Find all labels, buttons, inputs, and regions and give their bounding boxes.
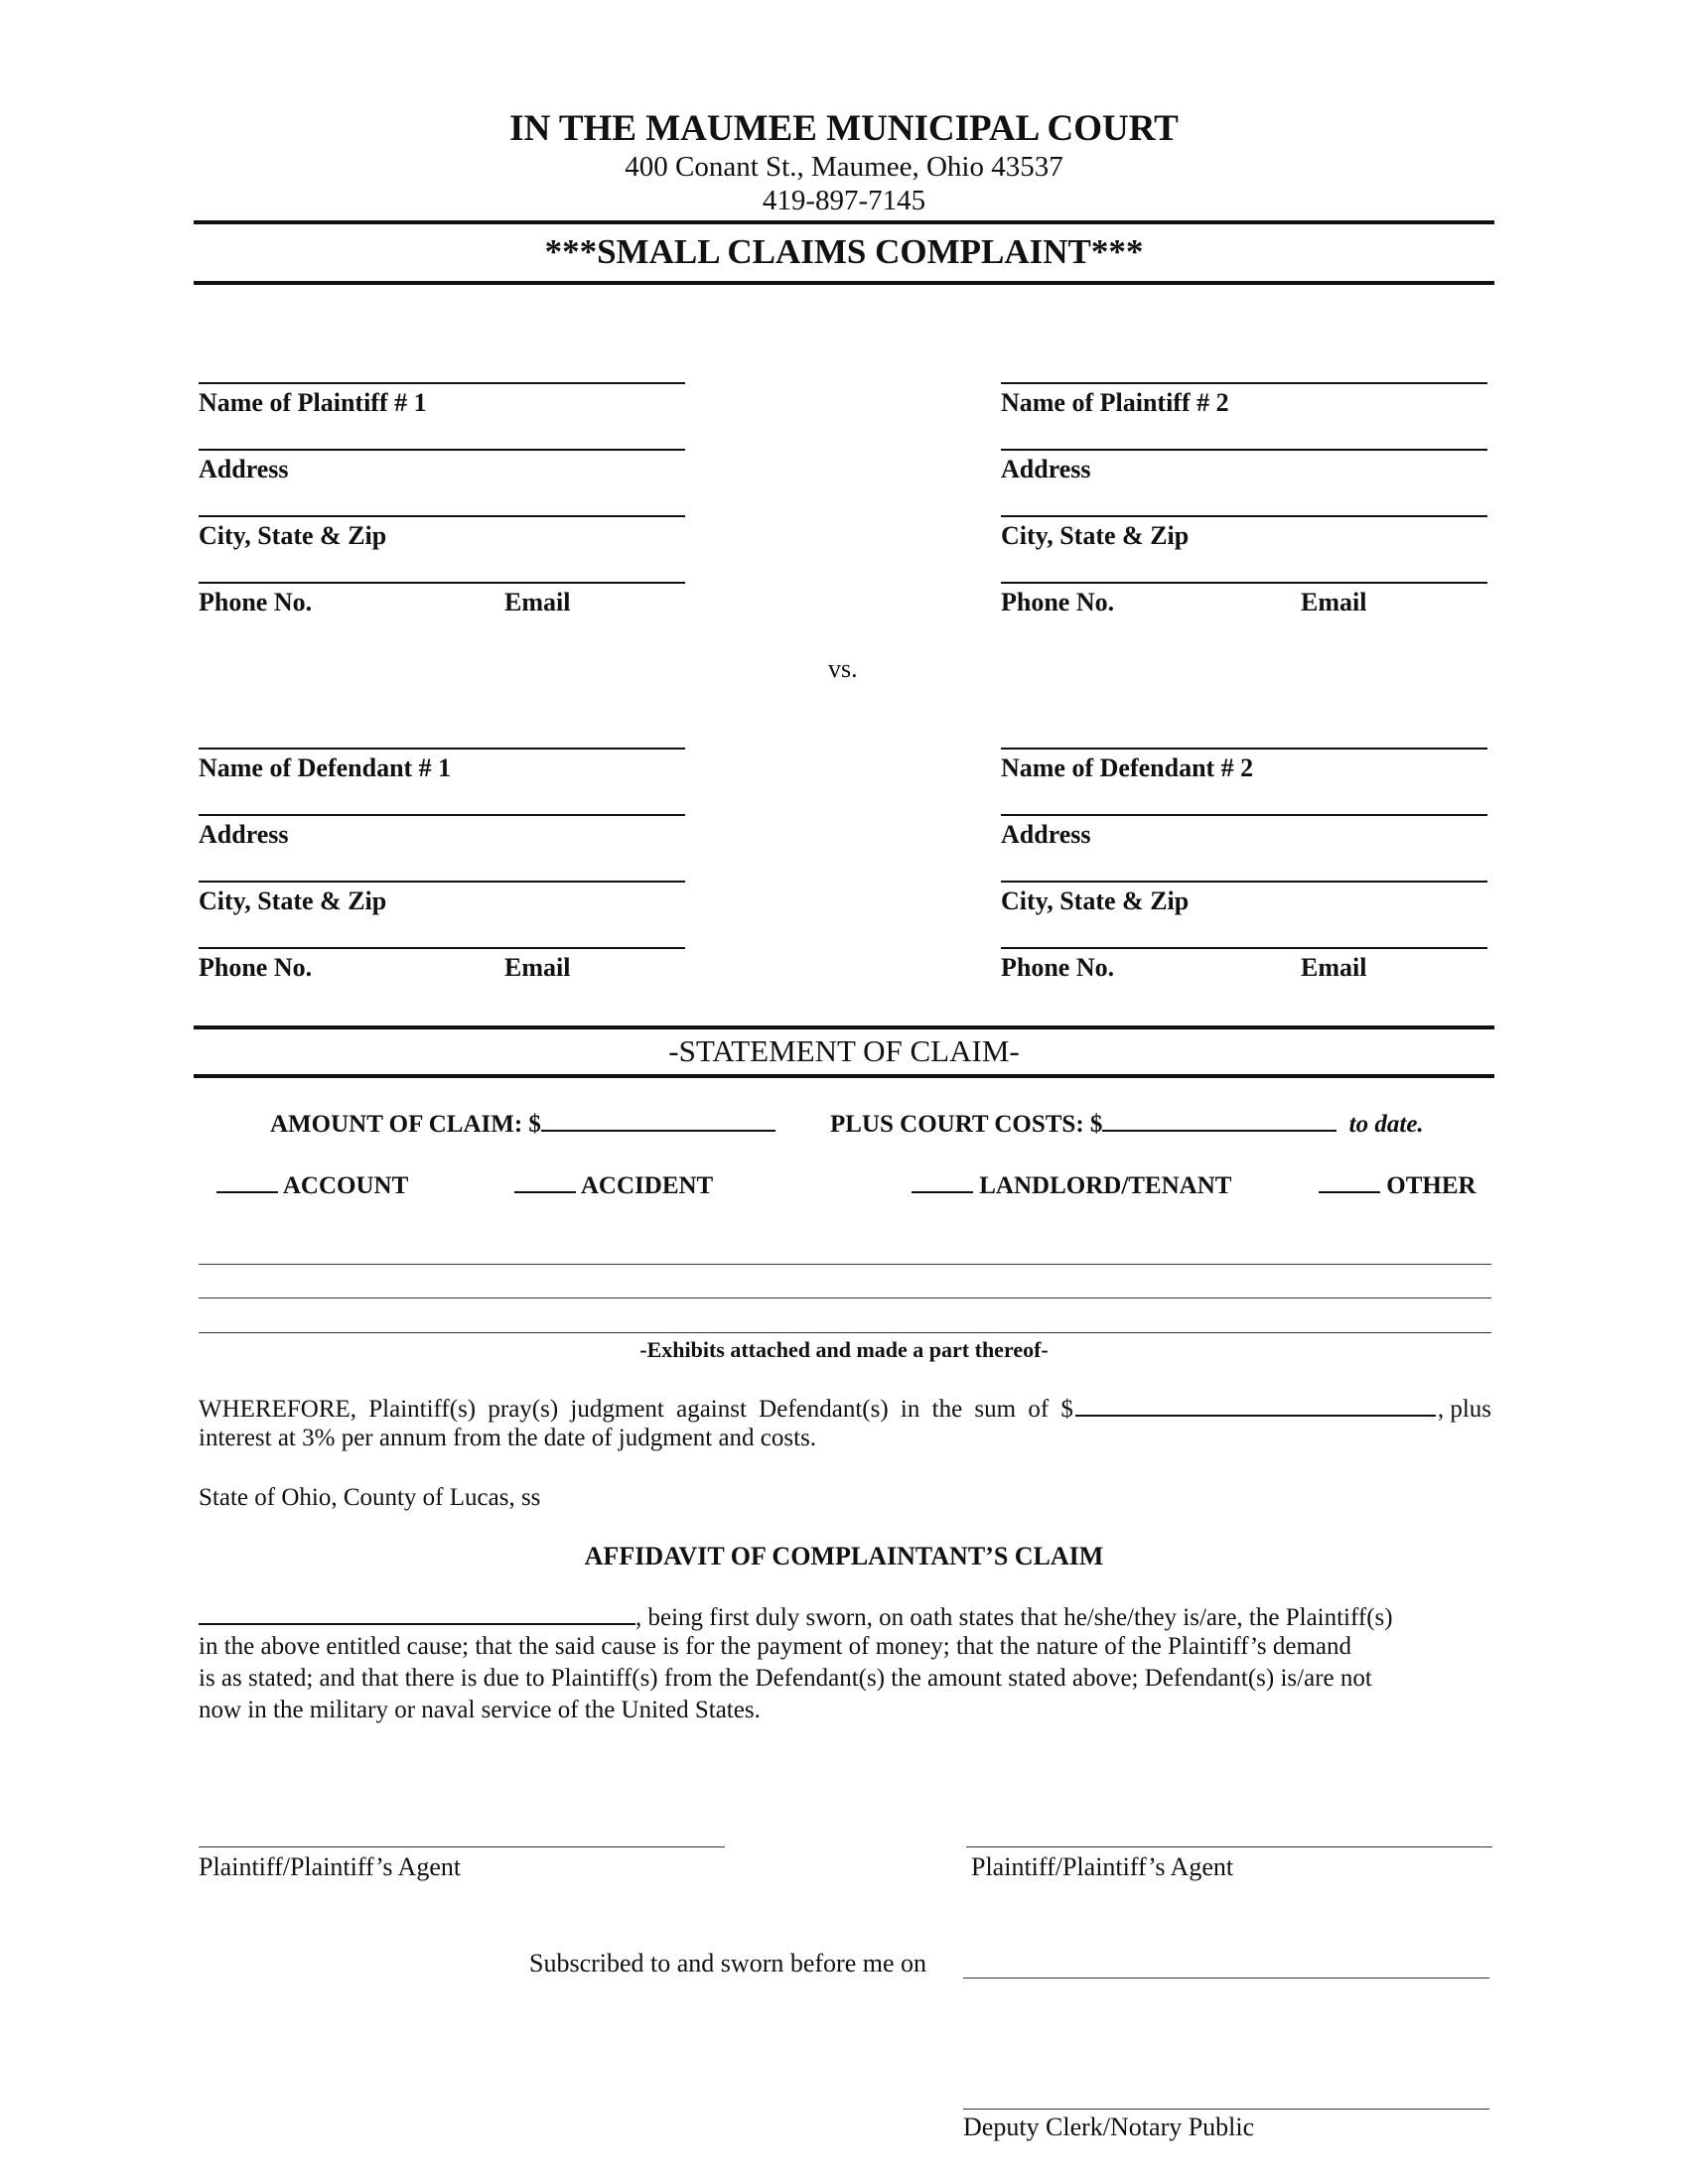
wherefore-line-1 xyxy=(199,1393,1491,1424)
sworn-label: Subscribed to and sworn before me on xyxy=(529,1949,927,1978)
plaintiff-2-city-line[interactable] xyxy=(1001,515,1487,517)
amount-of-claim xyxy=(270,1108,775,1139)
other-check-field[interactable] xyxy=(1319,1169,1380,1193)
landlord-tenant-check-field[interactable] xyxy=(912,1169,973,1193)
plaintiff-2-name-line[interactable] xyxy=(1001,382,1487,384)
versus-label: vs. xyxy=(828,654,858,683)
defendant-1-phone-email-line[interactable] xyxy=(199,947,685,949)
defendant-1-address-line[interactable] xyxy=(199,814,685,816)
court-costs-label: PLUS COURT COSTS: $ xyxy=(830,1111,1103,1138)
affidavit-line-1-text: , being first duly sworn, on oath states that he/she/they is/are, the Plaintiff(s) xyxy=(635,1604,1393,1631)
account-label: ACCOUNT xyxy=(282,1172,409,1199)
form-title: ***SMALL CLAIMS COMPLAINT*** xyxy=(544,232,1144,271)
plaintiff-2-phone-label: Phone No. xyxy=(1001,588,1115,616)
plaintiff-2-address-label: Address xyxy=(1001,455,1091,483)
plaintiff-2-city-label: City, State & Zip xyxy=(1001,521,1190,550)
plaintiff-1-city-label: City, State & Zip xyxy=(199,521,387,550)
judgment-sum-field[interactable] xyxy=(1075,1393,1436,1417)
affidavit-line-4: now in the military or naval service of the United States. xyxy=(199,1697,761,1723)
defendant-2-address-line[interactable] xyxy=(1001,814,1487,816)
defendant-1-city-line[interactable] xyxy=(199,881,685,883)
statement-title: -STATEMENT OF CLAIM- xyxy=(668,1033,1020,1068)
affiant-name-field[interactable] xyxy=(199,1601,635,1625)
amount-of-claim-label: AMOUNT OF CLAIM: $ xyxy=(270,1111,541,1138)
statement-rule-bottom xyxy=(194,1074,1494,1078)
plaintiff-1-city-line[interactable] xyxy=(199,515,685,517)
plaintiff-signature-line-right[interactable] xyxy=(966,1846,1492,1847)
state-county-line: State of Ohio, County of Lucas, ss xyxy=(199,1484,541,1511)
court-costs-field[interactable] xyxy=(1102,1108,1336,1132)
plaintiff-2-email-label: Email xyxy=(1301,588,1367,616)
amount-of-claim-field[interactable] xyxy=(541,1108,775,1132)
exhibits-note: -Exhibits attached and made a part thereof- xyxy=(639,1337,1049,1362)
defendant-1-address-label: Address xyxy=(199,820,289,849)
plaintiff-2-phone-email-line[interactable] xyxy=(1001,582,1487,584)
plaintiff-signature-label-left: Plaintiff/Plaintiff’s Agent xyxy=(199,1852,462,1881)
defendant-1-city-label: City, State & Zip xyxy=(199,887,387,915)
claim-description-line-3[interactable] xyxy=(199,1332,1491,1333)
plaintiff-1-address-label: Address xyxy=(199,455,289,483)
sworn-date-line[interactable] xyxy=(963,1978,1489,1979)
plaintiff-signature-line-left[interactable] xyxy=(199,1846,725,1847)
plaintiff-2-name-label: Name of Plaintiff # 2 xyxy=(1001,388,1229,417)
claim-type-accident xyxy=(514,1169,713,1200)
clerk-signature-label: Deputy Clerk/Notary Public xyxy=(963,2113,1255,2141)
defendant-1-name-line[interactable] xyxy=(199,748,685,750)
defendant-1-name-label: Name of Defendant # 1 xyxy=(199,753,452,782)
defendant-2-name-line[interactable] xyxy=(1001,748,1487,750)
claim-type-landlord-tenant xyxy=(912,1169,1231,1200)
affidavit-line-3: is as stated; and that there is due to Plaintiff(s) from the Defendant(s) the amount stated above; Defendant(s) is/are not xyxy=(199,1665,1372,1692)
wherefore-text: WHEREFORE, Plaintiff(s) pray(s) judgment against Defendant(s) in the sum of $ xyxy=(199,1396,1073,1423)
account-check-field[interactable] xyxy=(216,1169,278,1193)
other-label: OTHER xyxy=(1386,1172,1477,1199)
plaintiff-1-name-line[interactable] xyxy=(199,382,685,384)
defendant-1-email-label: Email xyxy=(504,953,571,982)
defendant-2-name-label: Name of Defendant # 2 xyxy=(1001,753,1254,782)
court-phone: 419-897-7145 xyxy=(762,185,926,216)
plaintiff-signature-label-right: Plaintiff/Plaintiff’s Agent xyxy=(971,1852,1234,1881)
court-address: 400 Conant St., Maumee, Ohio 43537 xyxy=(625,151,1063,183)
claim-type-account xyxy=(216,1169,408,1200)
to-date-label: to date. xyxy=(1348,1111,1424,1138)
plaintiff-2-address-line[interactable] xyxy=(1001,449,1487,451)
wherefore-line-2: interest at 3% per annum from the date of judgment and costs. xyxy=(199,1425,817,1451)
accident-check-field[interactable] xyxy=(514,1169,576,1193)
header-rule-top xyxy=(194,220,1494,224)
plaintiff-1-name-label: Name of Plaintiff # 1 xyxy=(199,388,427,417)
plaintiff-1-phone-email-line[interactable] xyxy=(199,582,685,584)
court-costs xyxy=(830,1108,1424,1139)
defendant-1-phone-label: Phone No. xyxy=(199,953,313,982)
affidavit-line-1 xyxy=(199,1601,1491,1632)
plaintiff-1-phone-label: Phone No. xyxy=(199,588,313,616)
affidavit-title: AFFIDAVIT OF COMPLAINTANT’S CLAIM xyxy=(584,1542,1104,1570)
accident-label: ACCIDENT xyxy=(580,1172,714,1199)
defendant-2-address-label: Address xyxy=(1001,820,1091,849)
defendant-2-city-line[interactable] xyxy=(1001,881,1487,883)
claim-description-line-1[interactable] xyxy=(199,1264,1491,1265)
wherefore-plus: , plus xyxy=(1437,1396,1491,1423)
plaintiff-1-email-label: Email xyxy=(504,588,571,616)
header-rule-bottom xyxy=(194,281,1494,285)
claim-type-other xyxy=(1319,1169,1477,1200)
plaintiff-1-address-line[interactable] xyxy=(199,449,685,451)
court-name: IN THE MAUMEE MUNICIPAL COURT xyxy=(509,108,1179,149)
defendant-2-phone-email-line[interactable] xyxy=(1001,947,1487,949)
landlord-tenant-label: LANDLORD/TENANT xyxy=(979,1172,1232,1199)
defendant-2-city-label: City, State & Zip xyxy=(1001,887,1190,915)
clerk-signature-line[interactable] xyxy=(963,2109,1489,2110)
defendant-2-phone-label: Phone No. xyxy=(1001,953,1115,982)
statement-rule-top xyxy=(194,1025,1494,1029)
claim-description-line-2[interactable] xyxy=(199,1297,1491,1298)
affidavit-line-2: in the above entitled cause; that the said cause is for the payment of money; that the nature of the Plaintiff’s demand xyxy=(199,1633,1351,1660)
defendant-2-email-label: Email xyxy=(1301,953,1367,982)
